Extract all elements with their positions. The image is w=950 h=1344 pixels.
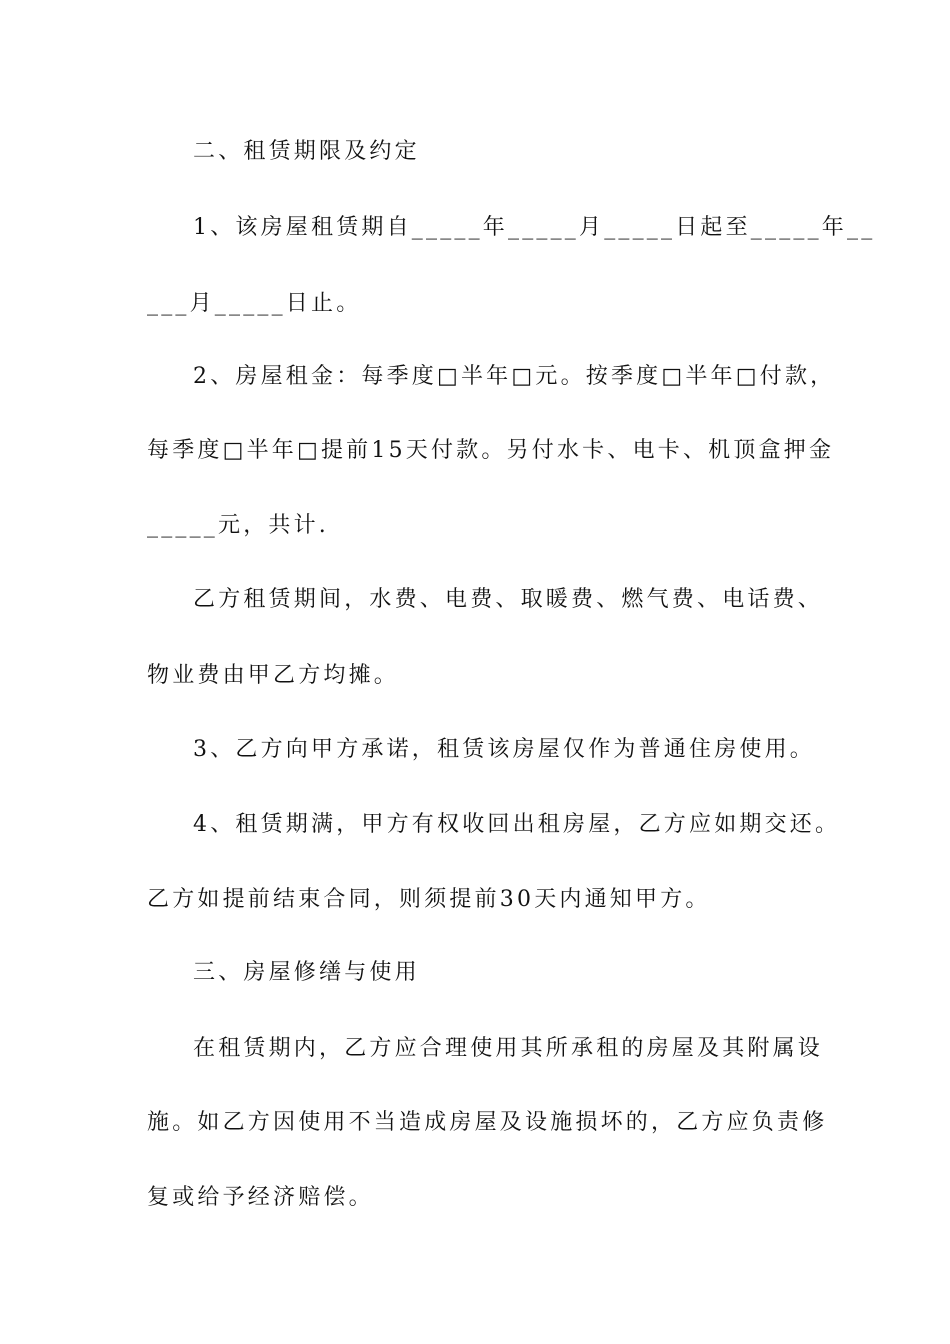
utilities-line-1: 乙方租赁期间，水费、电费、取暖费、燃气费、电话费、 [193, 587, 824, 612]
utilities-line-2: 物业费由甲乙方均摊。 [147, 663, 400, 688]
clause-2-line-1: 2、房屋租金：每季度□半年□元。按季度□半年□付款， [193, 364, 836, 389]
clause-4-line-2: 乙方如提前结束合同，则须提前30天内通知甲方。 [147, 887, 711, 912]
repair-paragraph-line-1: 在租赁期内，乙方应合理使用其所承租的房屋及其附属设 [193, 1036, 824, 1061]
clause-3-line-1: 3、乙方向甲方承诺，租赁该房屋仅作为普通住房使用。 [193, 737, 815, 762]
clause-2-line-2: 每季度□半年□提前15天付款。另付水卡、电卡、机顶盒押金 [147, 438, 835, 463]
clause-1-line-1: 1、该房屋租赁期自_____年_____月_____日起至_____年__ [193, 215, 876, 240]
section-heading-repair-use: 三、房屋修缮与使用 [193, 960, 420, 985]
section-heading-lease-term: 二、租赁期限及约定 [193, 139, 420, 164]
clause-4-line-1: 4、租赁期满，甲方有权收回出租房屋，乙方应如期交还。 [193, 812, 841, 837]
clause-2-line-3: _____元，共计. [147, 513, 329, 538]
repair-paragraph-line-2: 施。如乙方因使用不当造成房屋及设施损坏的，乙方应负责修 [147, 1110, 828, 1135]
repair-paragraph-line-3: 复或给予经济赔偿。 [147, 1185, 374, 1210]
clause-1-line-2: ___月_____日止。 [147, 291, 362, 316]
